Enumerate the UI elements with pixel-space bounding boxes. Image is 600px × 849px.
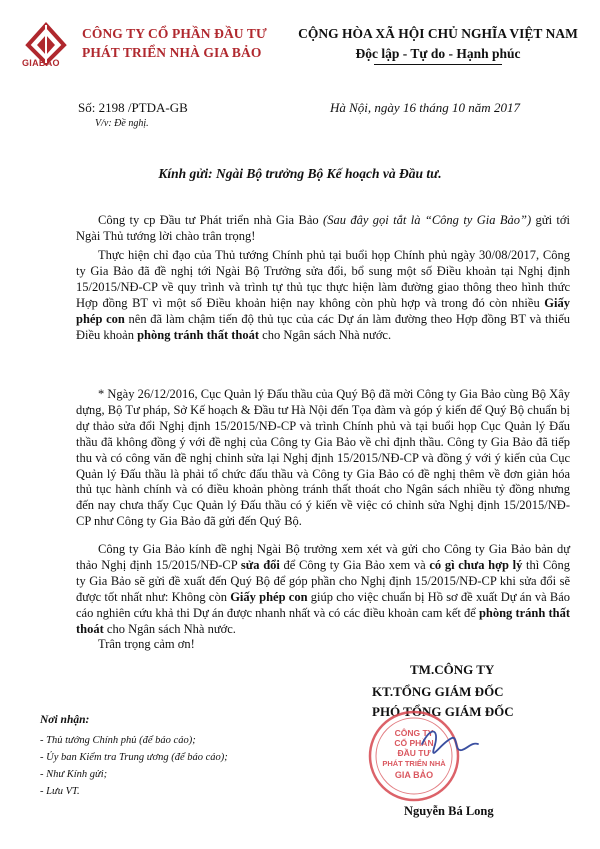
stamp-text-5: GIA BẢO [394,770,434,780]
stamp-text-4: PHÁT TRIỂN NHÀ [382,759,446,768]
recipient-item: - Thủ tướng Chính phủ (để báo cáo); [40,735,196,746]
paragraph-history: * Ngày 26/12/2016, Cục Quản lý Đấu thầu của Quý Bộ đã mời Công ty Gia Bảo cùng Bộ Xây dựng, Bộ Tư pháp, Sở Kế hoạch & Đầu tư Hà Nội đến Tọa đàm và góp ý kiến để Quý Bộ chuẩn bị dự thảo sửa đổi Nghị định 15/2015/NĐ-CP và trình Chính phủ và tại buổi họp Cục Quản lý Đấu thầu đã không đồng ý với đề nghị của Công ty Gia Bảo về chỉ định thầu. Công ty Gia Bảo đã tiếp thu và có công văn đề nghị chỉnh sửa lại Nghị định 15/2015/NĐ-CP và đồng ý với ý kiến của Cục Quản lý Đấu thầu là phải tổ chức đấu thầu và Công ty Gia Bảo có đề nghị thêm về đơn giản hóa thủ tục hành chính và có điều khoản phòng tránh thất thoát cho Ngân sách nhiều tỷ đồng nhưng đến nay chưa thấy Cục Quản lý Đấu thầu có ý kiến về việc có chỉnh sửa Nghị định 15/2015/NĐ-CP như Công ty Gia Bảo đã gửi đến Quý Bộ. [76,387,570,529]
recipients-list [40,732,228,800]
company-stamp [362,704,486,808]
recipient-item: - Như Kính gửi; [40,769,108,780]
stamp-text-1: CÔNG TY [394,728,434,738]
signer-name: Nguyễn Bá Long [404,804,494,818]
recipient-item: - Ủy ban Kiểm tra Trung ương (để báo cáo); [40,752,228,763]
national-motto: Độc lập - Tự do - Hạnh phúc [355,46,521,61]
document-subject: V/v: Đề nghị. [95,118,149,129]
paragraph-intro: Công ty cp Đầu tư Phát triển nhà Gia Bảo (Sau đây gọi tắt là “Công ty Gia Bảo”) gửi tới Ngài Thủ tướng lời chào trân trọng! [76,213,570,243]
stamp-text-3: ĐẦU TƯ [397,748,431,758]
national-title: CỘNG HÒA XÃ HỘI CHỦ NGHĨA VIỆT NAM [298,26,578,41]
recipient-item: - Lưu VT. [40,786,80,797]
place-and-date: Hà Nội, ngày 16 tháng 10 năm 2017 [330,100,520,115]
paragraph-context: Thực hiện chỉ đạo của Thủ tướng Chính phủ tại buổi họp Chính phủ ngày 30/08/2017, Công ty Gia Bảo đã đề nghị tới Ngài Bộ Trưởng sửa đổi, bổ sung một số Điều khoản tại Nghị định 15/2015/NĐ-CP về quy trình và trình tự thủ tục thực hiện làm đường giao thông theo hình thức Hợp đồng BT vì một số Điều khoản hiện nay không còn phù hợp và trong đó còn nhiều Giấy phép con nên đã làm chậm tiến độ thủ tục của các Dự án làm đường theo Hợp đồng BT và thiếu Điều khoản phòng tránh thất thoát cho Ngân sách Nhà nước. [76,248,570,342]
signature-company: TM.CÔNG TY [410,662,495,677]
motto-underline [374,64,502,65]
signature-role-1: KT.TỔNG GIÁM ĐỐC [372,684,504,699]
company-name: CÔNG TY CỔ PHẦN ĐẦU TƯ PHÁT TRIỂN NHÀ GIA BẢO [82,26,267,60]
signature-role-2: PHÓ TỔNG GIÁM ĐỐC [372,704,514,719]
stamp-text-2: CỔ PHẦN [394,738,434,748]
brand-name: GIABAO [22,58,60,68]
document-number: Số: 2198 /PTDA-GB [78,100,188,115]
closing-thanks: Trân trọng cảm ơn! [98,637,195,651]
paragraph-request: Công ty Gia Bảo kính đề nghị Ngài Bộ trưởng xem xét và gửi cho Công ty Gia Bảo bản dự thảo Nghị định 15/2015/NĐ-CP sửa đổi để Công ty Gia Bảo xem và có gì chưa hợp lý thì Công ty Gia Bảo sẽ gửi đề xuất đến Quý Bộ để góp phần cho Nghị định 15/2015/NĐ-CP khi sửa đổi sẽ được tốt nhất như: Không còn Giấy phép con giúp cho việc chuẩn bị Hồ sơ đề xuất Dự án và Báo cáo nghiên cứu khả thi Dự án được nhanh nhất và có các điều khoản cam kết để phòng tránh thất thoát cho Ngân sách Nhà nước. [76,542,571,636]
recipients-title: Nơi nhận: [40,714,90,726]
salutation: Kính gửi: Ngài Bộ trưởng Bộ Kế hoạch và Đầu tư. [158,166,442,181]
